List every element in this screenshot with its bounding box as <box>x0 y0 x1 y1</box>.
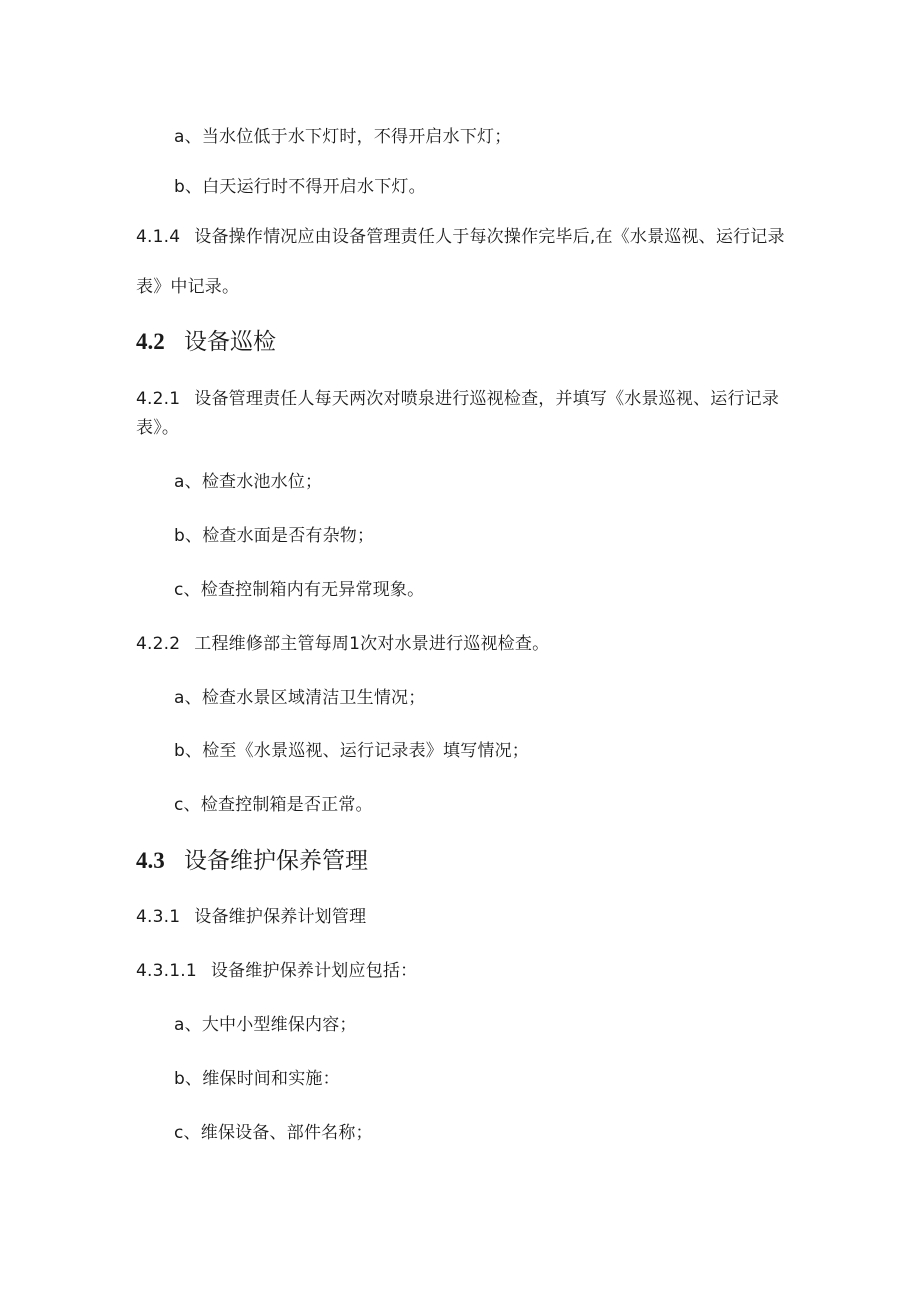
list-item: c、检查控制箱内有无异常现象。 <box>174 580 425 600</box>
clause-text: 设备维护保养计划管理 <box>194 907 367 927</box>
section-title: 设备维护保养管理 <box>184 848 368 874</box>
paragraph-continuation: 表》中记录。 <box>136 277 240 297</box>
list-item: a、当水位低于水下灯时，不得开启水下灯； <box>174 127 512 147</box>
section-title: 设备巡检 <box>184 329 276 355</box>
clause-text: 设备管理责任人每天两次对喷泉进行巡视检查，并填写《水景巡视、运行记录 <box>194 389 780 409</box>
paragraph-clause <box>136 389 779 409</box>
section-number: 4.2 <box>136 329 165 354</box>
section-heading <box>136 847 368 875</box>
list-item: a、检查水景区域清洁卫生情况； <box>174 688 426 708</box>
clause-number: 4.3.1.1 <box>136 961 197 981</box>
clause-text: 设备操作情况应由设备管理责任人于每次操作完毕后,在《水景巡视、运行记录 <box>194 227 785 247</box>
clause-text: 设备维护保养计划应包括： <box>210 961 418 981</box>
clause-number: 4.2.2 <box>136 634 181 654</box>
clause-number: 4.3.1 <box>136 907 181 927</box>
list-item: b、白天运行时不得开启水下灯。 <box>174 177 426 197</box>
paragraph-clause <box>136 227 785 247</box>
clause-number: 4.2.1 <box>136 389 181 409</box>
list-item: c、维保设备、部件名称； <box>174 1123 373 1143</box>
paragraph-clause <box>136 907 366 927</box>
list-item: b、检查水面是否有杂物； <box>174 526 375 546</box>
paragraph-continuation: 表》。 <box>136 418 180 438</box>
list-item: a、大中小型维保内容； <box>174 1015 357 1035</box>
clause-number: 4.1.4 <box>136 227 181 247</box>
list-item: b、检至《水景巡视、运行记录表》填写情况； <box>174 741 529 761</box>
list-item: b、维保时间和实施： <box>174 1069 340 1089</box>
paragraph-clause <box>136 634 549 654</box>
section-heading <box>136 328 276 356</box>
section-number: 4.3 <box>136 848 165 873</box>
paragraph-clause <box>136 961 417 981</box>
clause-text: 工程维修部主管每周1次对水景进行巡视检查。 <box>194 634 550 654</box>
list-item: a、检查水池水位； <box>174 472 323 492</box>
list-item: c、检查控制箱是否正常。 <box>174 795 373 815</box>
